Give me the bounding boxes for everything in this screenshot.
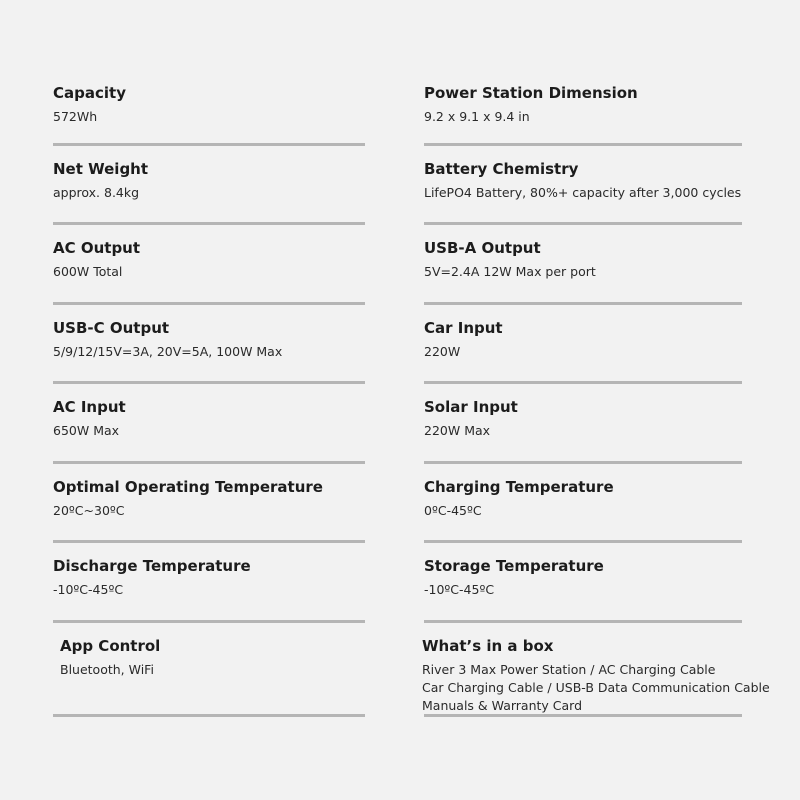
spec-value: 9.2 x 9.1 x 9.4 in	[424, 109, 530, 124]
spec-value: 600W Total	[53, 264, 123, 279]
divider	[424, 620, 742, 623]
spec-value: -10ºC-45ºC	[53, 582, 124, 597]
spec-value: 220W Max	[424, 423, 491, 438]
spec-title: App Control	[60, 637, 161, 655]
spec-title: AC Output	[53, 239, 141, 257]
divider	[424, 302, 742, 305]
spec-title: Net Weight	[53, 160, 149, 178]
divider	[424, 714, 742, 717]
divider	[424, 381, 742, 384]
spec-title: Battery Chemistry	[424, 160, 579, 178]
spec-value: Bluetooth, WiFi	[60, 662, 154, 677]
divider	[424, 143, 742, 146]
spec-title: What’s in a box	[422, 637, 554, 655]
divider	[53, 540, 365, 543]
spec-value: -10ºC-45ºC	[424, 582, 495, 597]
divider	[53, 143, 365, 146]
spec-title: USB-C Output	[53, 319, 170, 337]
spec-title: Storage Temperature	[424, 557, 604, 575]
spec-value: 572Wh	[53, 109, 98, 124]
spec-value: 650W Max	[53, 423, 120, 438]
spec-value: 220W	[424, 344, 461, 359]
spec-title: Discharge Temperature	[53, 557, 251, 575]
divider	[53, 461, 365, 464]
divider	[424, 222, 742, 225]
spec-title: Solar Input	[424, 398, 518, 416]
box-item-line: River 3 Max Power Station / AC Charging Cable	[422, 662, 716, 677]
divider	[424, 461, 742, 464]
spec-value: 5/9/12/15V=3A, 20V=5A, 100W Max	[53, 344, 283, 359]
box-item-line: Car Charging Cable / USB-B Data Communication Cable	[422, 680, 770, 695]
spec-value: approx. 8.4kg	[53, 185, 140, 200]
divider	[53, 714, 365, 717]
spec-value-lines	[422, 661, 770, 715]
spec-title: Capacity	[53, 84, 126, 102]
spec-title: Car Input	[424, 319, 503, 337]
box-item-line: Manuals & Warranty Card	[422, 698, 583, 713]
spec-value: LifePO4 Battery, 80%+ capacity after 3,000 cycles	[424, 185, 742, 200]
spec-title: USB-A Output	[424, 239, 541, 257]
divider	[53, 302, 365, 305]
divider	[53, 222, 365, 225]
spec-title: Charging Temperature	[424, 478, 614, 496]
spec-value: 5V=2.4A 12W Max per port	[424, 264, 596, 279]
divider	[424, 540, 742, 543]
divider	[53, 620, 365, 623]
spec-title: Optimal Operating Temperature	[53, 478, 323, 496]
spec-value: 0ºC-45ºC	[424, 503, 482, 518]
spec-title: AC Input	[53, 398, 126, 416]
spec-title: Power Station Dimension	[424, 84, 638, 102]
spec-value: 20ºC~30ºC	[53, 503, 125, 518]
divider	[53, 381, 365, 384]
